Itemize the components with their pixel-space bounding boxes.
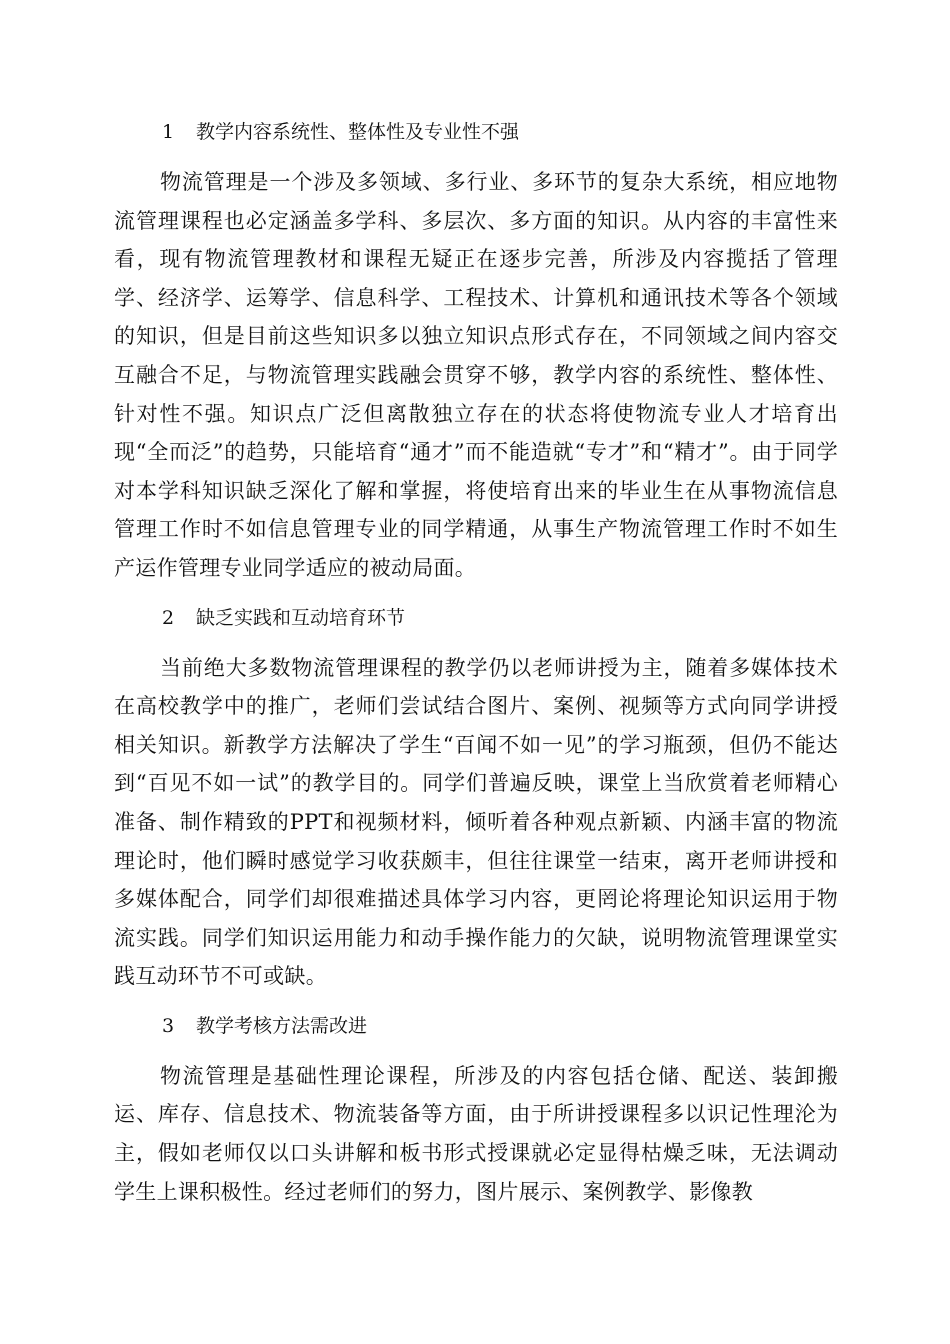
section-paragraph-2: 当前绝大多数物流管理课程的教学仍以老师讲授为主，随着多媒体技术在高校教学中的推广，老师们尝试结合图片、案例、视频等方式向同学讲授相关知识。新教学方法解决了学生“百闻不如一见”的学习瓶颈，但仍不能达到“百见不如一试”的教学目的。同学们普遍反映，课堂上当欣赏着老师精心准备、制作精致的PPT和视频材料，倾听着各种观点新颖、内涵丰富的物流理论时，他们瞬时感觉学习收获颇丰，但往往课堂一结束，离开老师讲授和多媒体配合，同学们却很难描述具体学习内容，更罔论将理论知识运用于物流实践。同学们知识运用能力和动手操作能力的欠缺，说明物流管理课堂实践互动环节不可或缺。 [114, 655, 838, 989]
section-heading-2 [114, 598, 838, 638]
spacer [114, 588, 838, 598]
section-number: 3 [162, 1014, 175, 1037]
section-title: 缺乏实践和互动培育环节 [196, 606, 406, 629]
spacer [114, 152, 838, 163]
spacer [114, 996, 838, 1006]
section-title: 教学内容系统性、整体性及专业性不强 [196, 121, 520, 143]
spacer [114, 638, 838, 649]
section-heading-3 [114, 1006, 838, 1046]
section-paragraph-1: 物流管理是一个涉及多领域、多行业、多环节的复杂大系统，相应地物流管理课程也必定涵盖多学科、多层次、多方面的知识。从内容的丰富性来看，现有物流管理教材和课程无疑正在逐步完善，所涉及内容揽括了管理学、经济学、运筹学、信息科学、工程技术、计算机和通讯技术等各个领域的知识，但是目前这些知识多以独立知识点形式存在，不同领域之间内容交互融合不足，与物流管理实践融会贯穿不够，教学内容的系统性、整体性、针对性不强。知识点广泛但离散独立存在的状态将使物流专业人才培育出现“全而泛”的趋势，只能培育“通才”而不能造就“专才”和“精才”。由于同学对本学科知识缺乏深化了解和掌握，将使培育出来的毕业生在从事物流信息管理工作时不如信息管理专业的同学精通，从事生产物流管理工作时不如生产运作管理专业同学适应的被动局面。 [114, 170, 838, 580]
section-heading-1 [114, 112, 838, 152]
section-number: 2 [162, 606, 175, 629]
document-body [114, 112, 838, 1211]
section-paragraph-3: 物流管理是基础性理论课程，所涉及的内容包括仓储、配送、装卸搬运、库存、信息技术、物流装备等方面，由于所讲授课程多以识记性理沦为主，假如老师仅以口头讲解和板书形式授课就必定显得枯燥乏味，无法调动学生上课积极性。经过老师们的努力，图片展示、案例教学、影像教 [114, 1063, 838, 1204]
section-number: 1 [162, 121, 175, 143]
spacer [114, 1046, 838, 1057]
section-title: 教学考核方法需改进 [196, 1014, 368, 1037]
